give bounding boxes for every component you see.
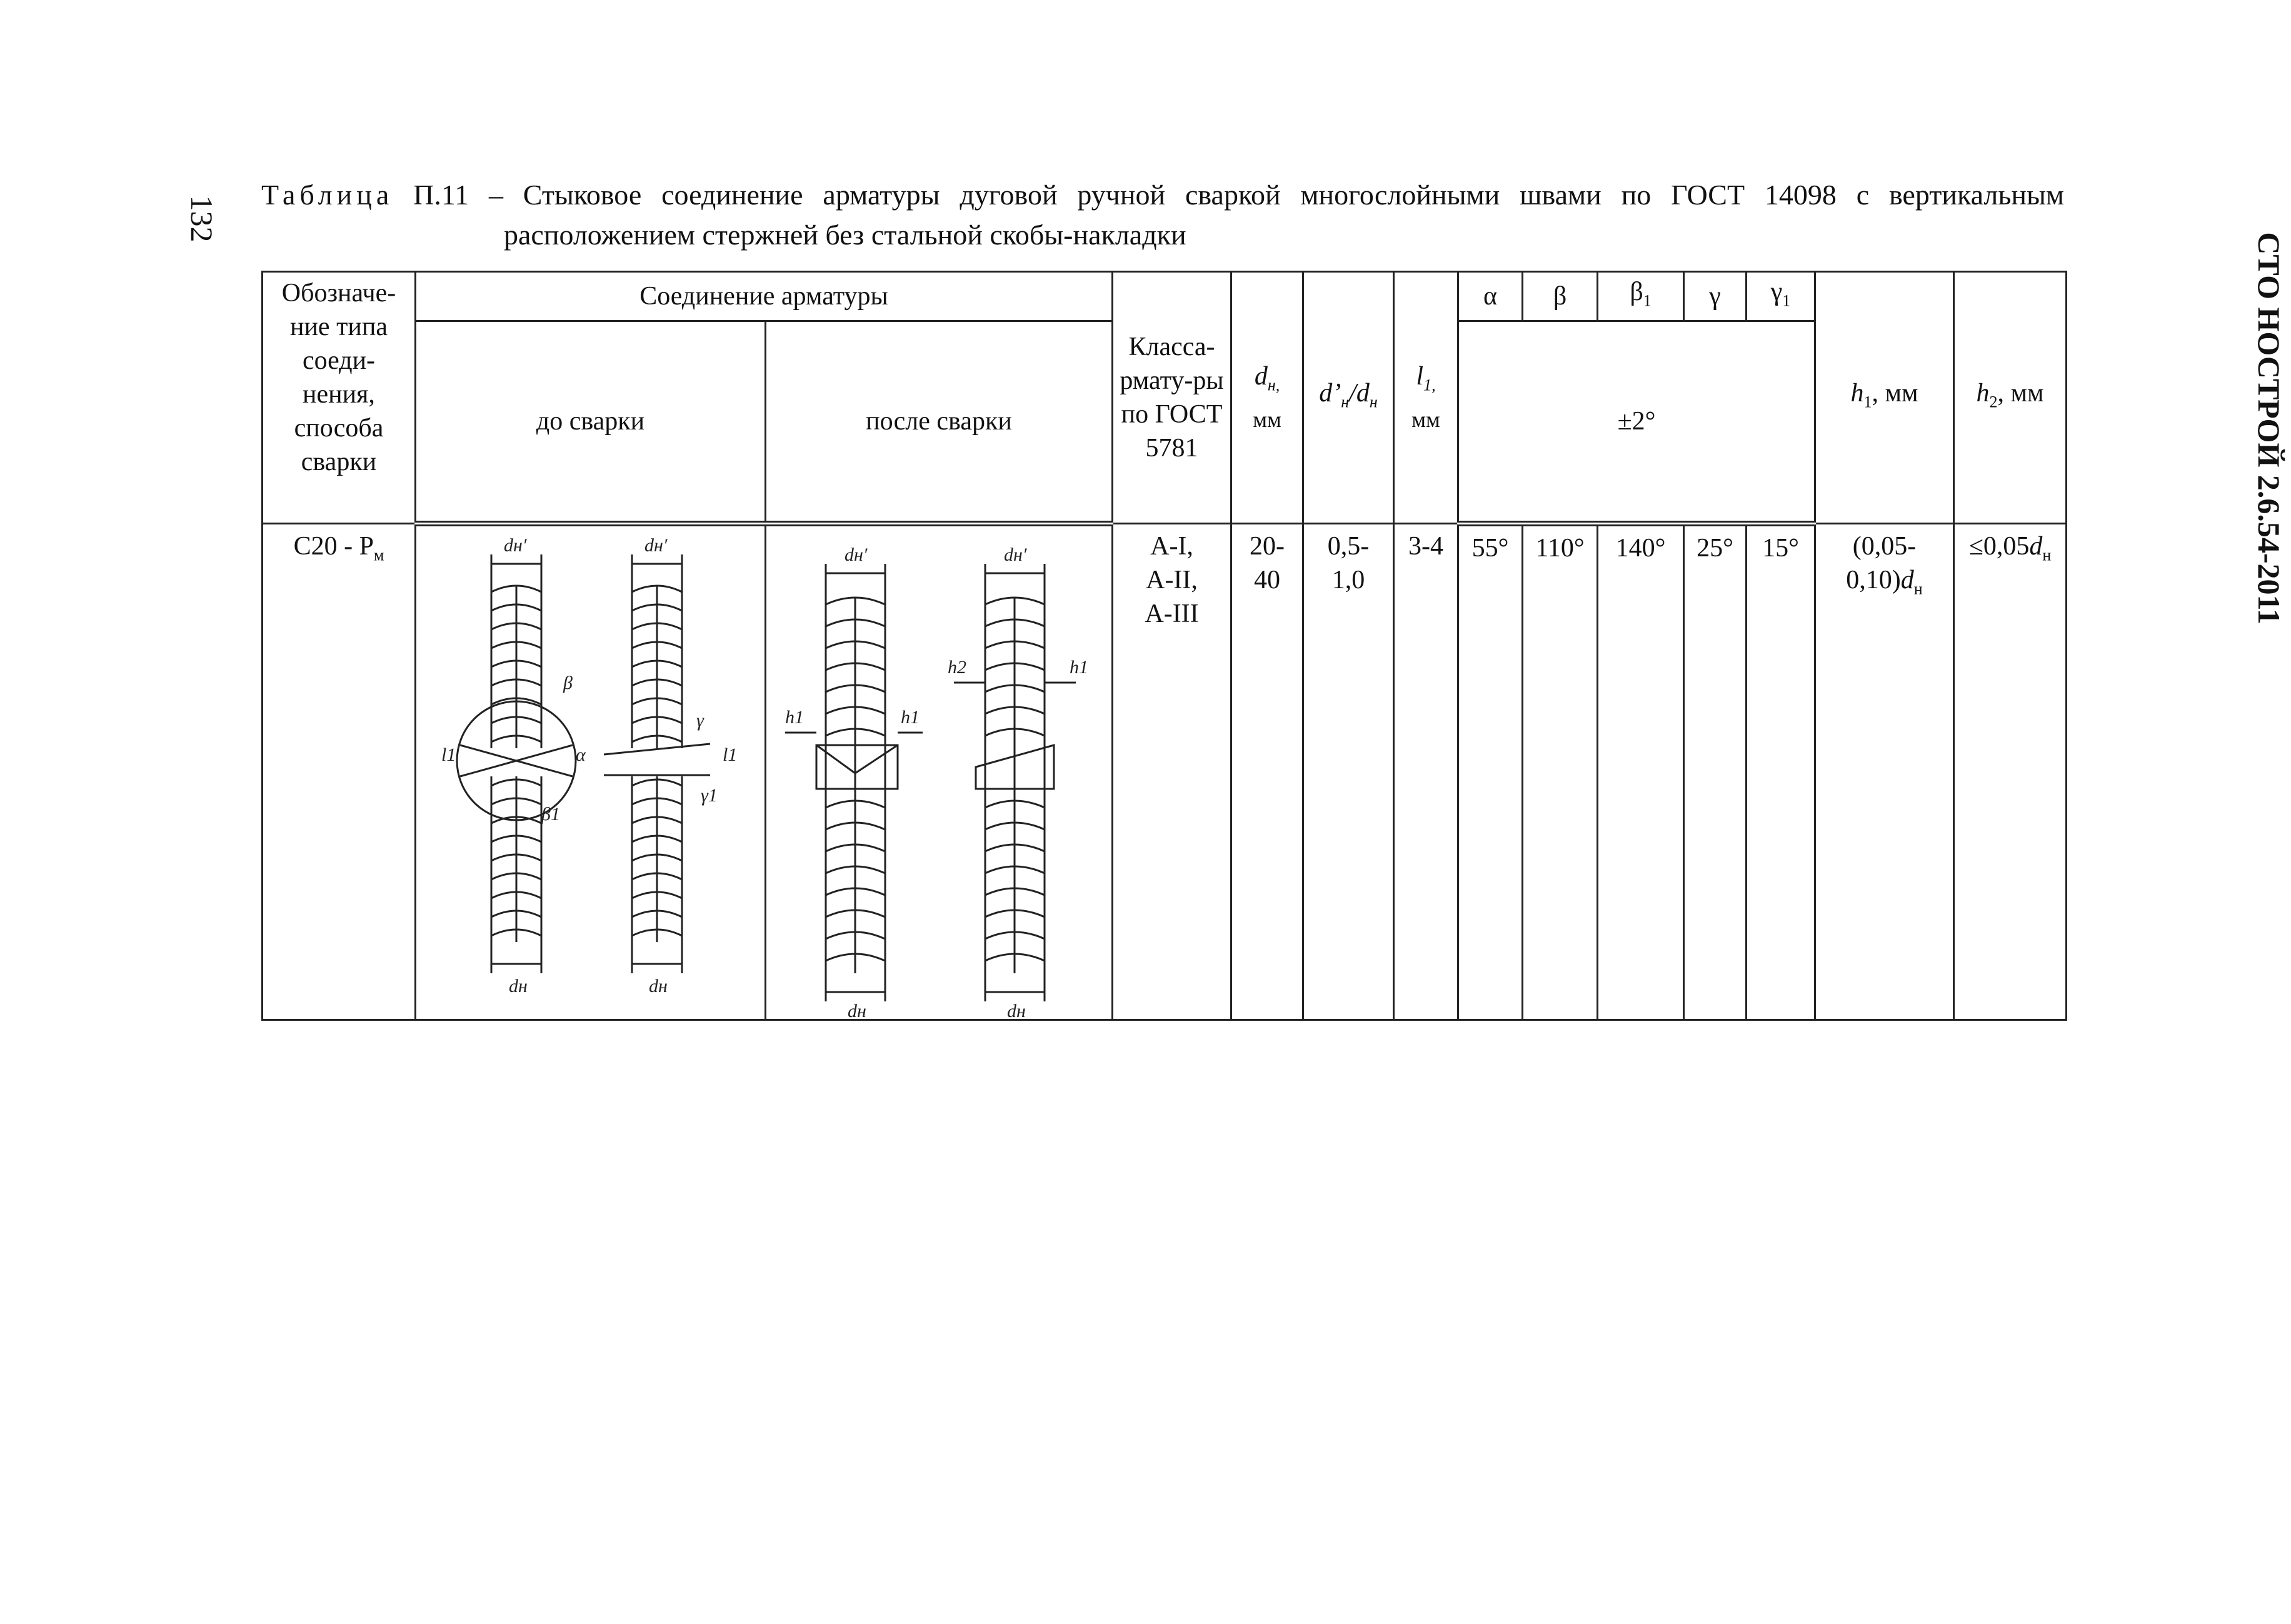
drawing-after-welding [766,524,1113,1020]
label-h2: h2 [948,657,966,678]
cell-alpha: 55° [1458,524,1523,1020]
l1-symbol: l [1416,361,1424,391]
ratio-value-2: 1,0 [1331,566,1365,595]
label-h1-right: h1 [901,707,920,728]
caption-line-1 [261,175,2064,215]
l1-sub: 1, [1423,375,1436,394]
header-alpha: α [1458,272,1523,321]
h2-value-sub: н [2042,546,2052,564]
caption-label: Таблица [261,179,394,211]
ratio-slash: /d [1349,379,1370,408]
ratio-d1: d’ [1319,379,1341,408]
weld-joint-table [261,271,2067,1021]
label-h1-after-right: h1 [1070,657,1088,678]
label-l1-right: l1 [723,744,738,766]
h1-symbol: h [1850,379,1864,408]
h2-symbol: h [1976,379,1990,408]
label-dn-top-left: dн′ [504,535,527,556]
rebar-class-3: А-III [1145,599,1199,629]
rebar-before-welding-drawing [416,526,763,1019]
header-h2 [1954,272,2067,524]
header-l1 [1394,272,1458,524]
h2-sub: 2 [1989,393,1998,411]
cell-beta1: 140° [1598,524,1684,1020]
drawing-before-welding [416,524,766,1020]
cell-beta: 110° [1523,524,1598,1020]
caption-title: П.11 – Стыковое соединение арматуры дуговой ручной сваркой многослойными швами по ГОСТ 14098 с вертикальным [413,179,2065,211]
designation-sub: м [373,546,384,564]
header-gamma: γ [1684,272,1747,321]
header-connection: Соединение арматуры [416,272,1113,321]
gamma1-sub: 1 [1782,291,1791,310]
dn-value-1: 20- [1250,532,1285,561]
cell-ratio [1303,524,1394,1020]
beta1-symbol: β [1630,278,1643,306]
dn-symbol: d [1254,361,1268,391]
cell-h2 [1954,524,2067,1020]
document-code-header: СТО НОСТРОЙ 2.6.54-2011 [2252,232,2287,624]
designation-text: С20 - Р [293,532,374,561]
label-dn-top-after-right: dн′ [1004,544,1027,566]
dn-unit: мм [1253,406,1281,432]
h1-value-sym: d [1900,566,1914,595]
header-after-welding: после сварки [766,321,1113,524]
label-h1-left: h1 [785,707,804,728]
table-caption [261,175,2064,255]
header-dn [1231,272,1303,524]
ratio-value-1: 0,5- [1327,532,1370,561]
rebar-class-1: А-I, [1150,532,1193,561]
header-gamma1 [1747,272,1815,321]
cell-dn [1231,524,1303,1020]
header-angle-tolerance: ±2° [1458,321,1815,524]
label-gamma: γ [696,710,704,731]
label-dn-top-after-left: dн′ [845,544,868,566]
header-designation: Обозначе-ние типа соеди-нения, способа сварки [263,272,416,524]
header-beta1 [1598,272,1684,321]
ratio-sub1: н [1341,393,1350,411]
label-dn-bottom-after-right: dн [1007,1001,1026,1022]
h2-value-sym: d [2029,532,2043,561]
header-diameter-ratio [1303,272,1394,524]
ratio-sub2: н [1369,393,1378,411]
cell-h1 [1815,524,1954,1020]
header-h1 [1815,272,1954,524]
cell-gamma: 25° [1684,524,1747,1020]
label-dn-bottom-left: dн [509,976,528,997]
page-number: 132 [184,195,219,243]
label-beta: β [563,673,573,694]
label-dn-bottom-after-left: dн [848,1001,866,1022]
l1-unit: мм [1411,406,1440,432]
h2-unit: , мм [1997,379,2044,408]
table-row [263,524,2067,1020]
header-beta: β [1523,272,1598,321]
label-l1-left: l1 [441,744,456,766]
h1-unit: , мм [1872,379,1918,408]
dn-sub: н, [1267,375,1280,394]
label-dn-bottom-right: dн [649,976,668,997]
label-dn-top-right: dн′ [644,535,668,556]
caption-line-2: расположением стержней без стальной скобы-накладки [504,219,1186,251]
h1-value-1: (0,05- [1852,532,1917,561]
dn-value-2: 40 [1254,566,1281,595]
gamma1-symbol: γ [1770,278,1783,306]
cell-rebar-class [1113,524,1231,1020]
cell-gamma1: 15° [1747,524,1815,1020]
h2-value-prefix: ≤0,05 [1968,532,2030,561]
h1-value-2: 0,10) [1846,566,1901,595]
header-before-welding: до сварки [416,321,766,524]
label-gamma1: γ1 [701,785,718,806]
h1-value-sub: н [1913,579,1923,598]
header-rebar-class: Класса-рмату-ры по ГОСТ 5781 [1113,272,1231,524]
label-alpha: α [576,744,586,766]
h1-sub: 1 [1863,393,1872,411]
cell-l1: 3-4 [1394,524,1458,1020]
rebar-class-2: А-II, [1146,566,1198,595]
label-beta1: β1 [541,804,560,825]
rebar-after-welding-drawing [766,526,1110,1022]
beta1-sub: 1 [1643,291,1652,310]
cell-designation [263,524,416,1020]
